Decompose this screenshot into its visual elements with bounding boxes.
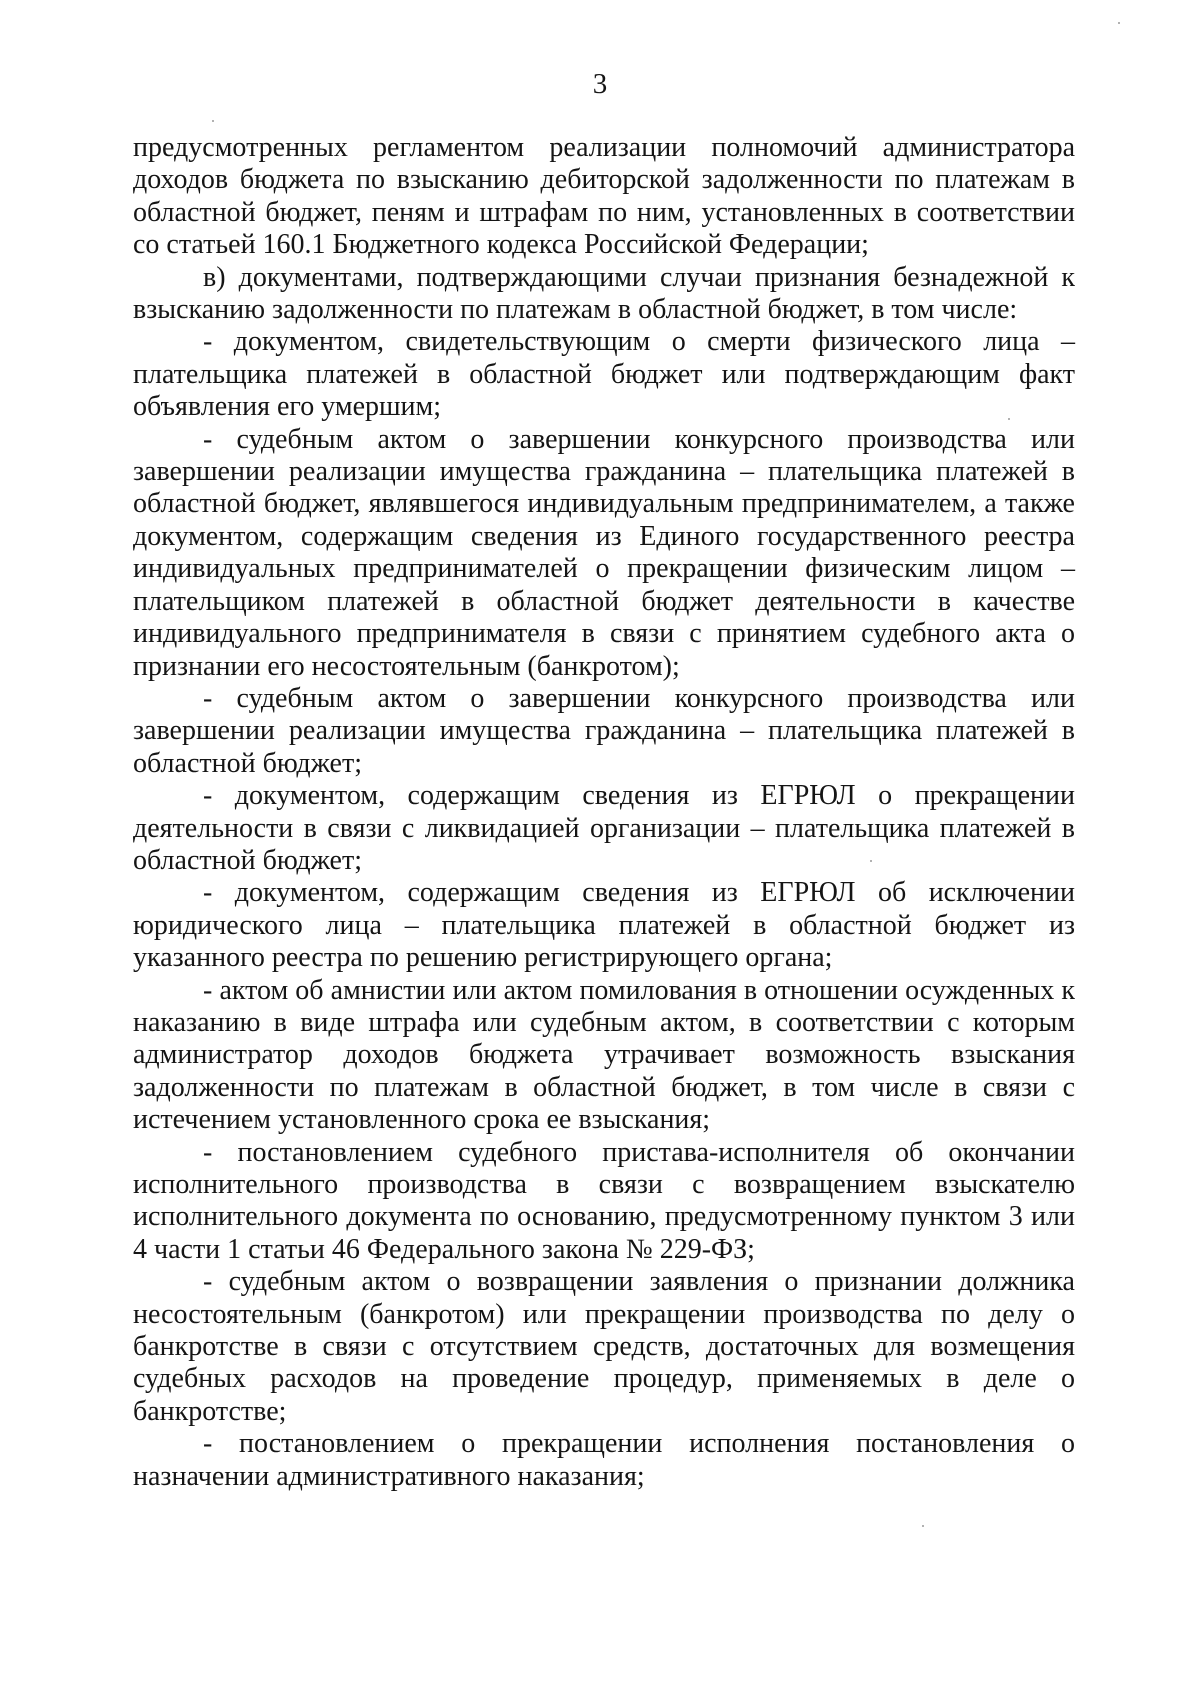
scan-speck	[1008, 418, 1010, 420]
paragraph-3: - документом, свидетельствующим о смерти физического лица – плательщика платежей в областной бюджет или подтверждающим факт объявления его умершим;	[133, 326, 1075, 423]
paragraph-6: - документом, содержащим сведения из ЕГРЮЛ о прекращении деятельности в связи с ликвидацией организации – плательщика платежей в областной бюджет;	[133, 780, 1075, 876]
paragraph-4: - судебным актом о завершении конкурсного производства или завершении реализации имущества гражданина – плательщика платежей в областной бюджет, являвшегося индивидуальным предпринимателем, а также документом, содержащим сведения из Единого государственного реестра индивидуальных предпринимателей о прекращении физическим лицом – плательщиком платежей в областной бюджет деятельности в качестве индивидуального предпринимателя в связи с принятием судебного акта о признании его несостоятельным (банкротом);	[133, 423, 1075, 682]
paragraph-8: - актом об амнистии или актом помилования в отношении осужденных к наказанию в виде штрафа или судебным актом, в соответствии с которым администратор доходов бюджета утрачивает возможность взыскания задолженности по платежам в областной бюджет, в том числе в связи с истечением установленного срока ее взыскания;	[133, 974, 1075, 1136]
page-number: 3	[592, 68, 608, 100]
paragraph-7: - документом, содержащим сведения из ЕГРЮЛ об исключении юридического лица – плательщика платежей в областной бюджет из указанного реестра по решению регистрирующего органа;	[133, 877, 1075, 974]
paragraph-1: предусмотренных регламентом реализации полномочий администратора доходов бюджета по взысканию дебиторской задолженности по платежам в областной бюджет, пеням и штрафам по ним, установленных в соответствии со статьей 160.1 Бюджетного кодекса Российской Федерации;	[133, 132, 1075, 261]
scan-speck	[922, 1525, 924, 1527]
scan-speck	[1118, 22, 1120, 24]
paragraph-11: - постановлением о прекращении исполнения постановления о назначении административного наказания;	[133, 1428, 1075, 1492]
paragraph-10: - судебным актом о возвращении заявления о признании должника несостоятельным (банкротом) или прекращении производства по делу о банкротстве в связи с отсутствием средств, достаточных для возмещения судебных расходов на проведение процедур, применяемых в деле о банкротстве;	[133, 1266, 1075, 1427]
scan-speck	[212, 120, 214, 122]
document-body	[133, 132, 1075, 1493]
scan-speck	[870, 860, 872, 862]
paragraph-9: - постановлением судебного пристава-исполнителя об окончании исполнительного производства в связи с возвращением взыскателю исполнительного документа по основанию, предусмотренному пунктом 3 или 4 части 1 статьи 46 Федерального закона № 229-ФЗ;	[133, 1136, 1075, 1265]
paragraph-5: - судебным актом о завершении конкурсного производства или завершении реализации имущества гражданина – плательщика платежей в областной бюджет;	[133, 682, 1075, 779]
paragraph-2: в) документами, подтверждающими случаи признания безнадежной к взысканию задолженности по платежам в областной бюджет, в том числе:	[133, 261, 1075, 326]
